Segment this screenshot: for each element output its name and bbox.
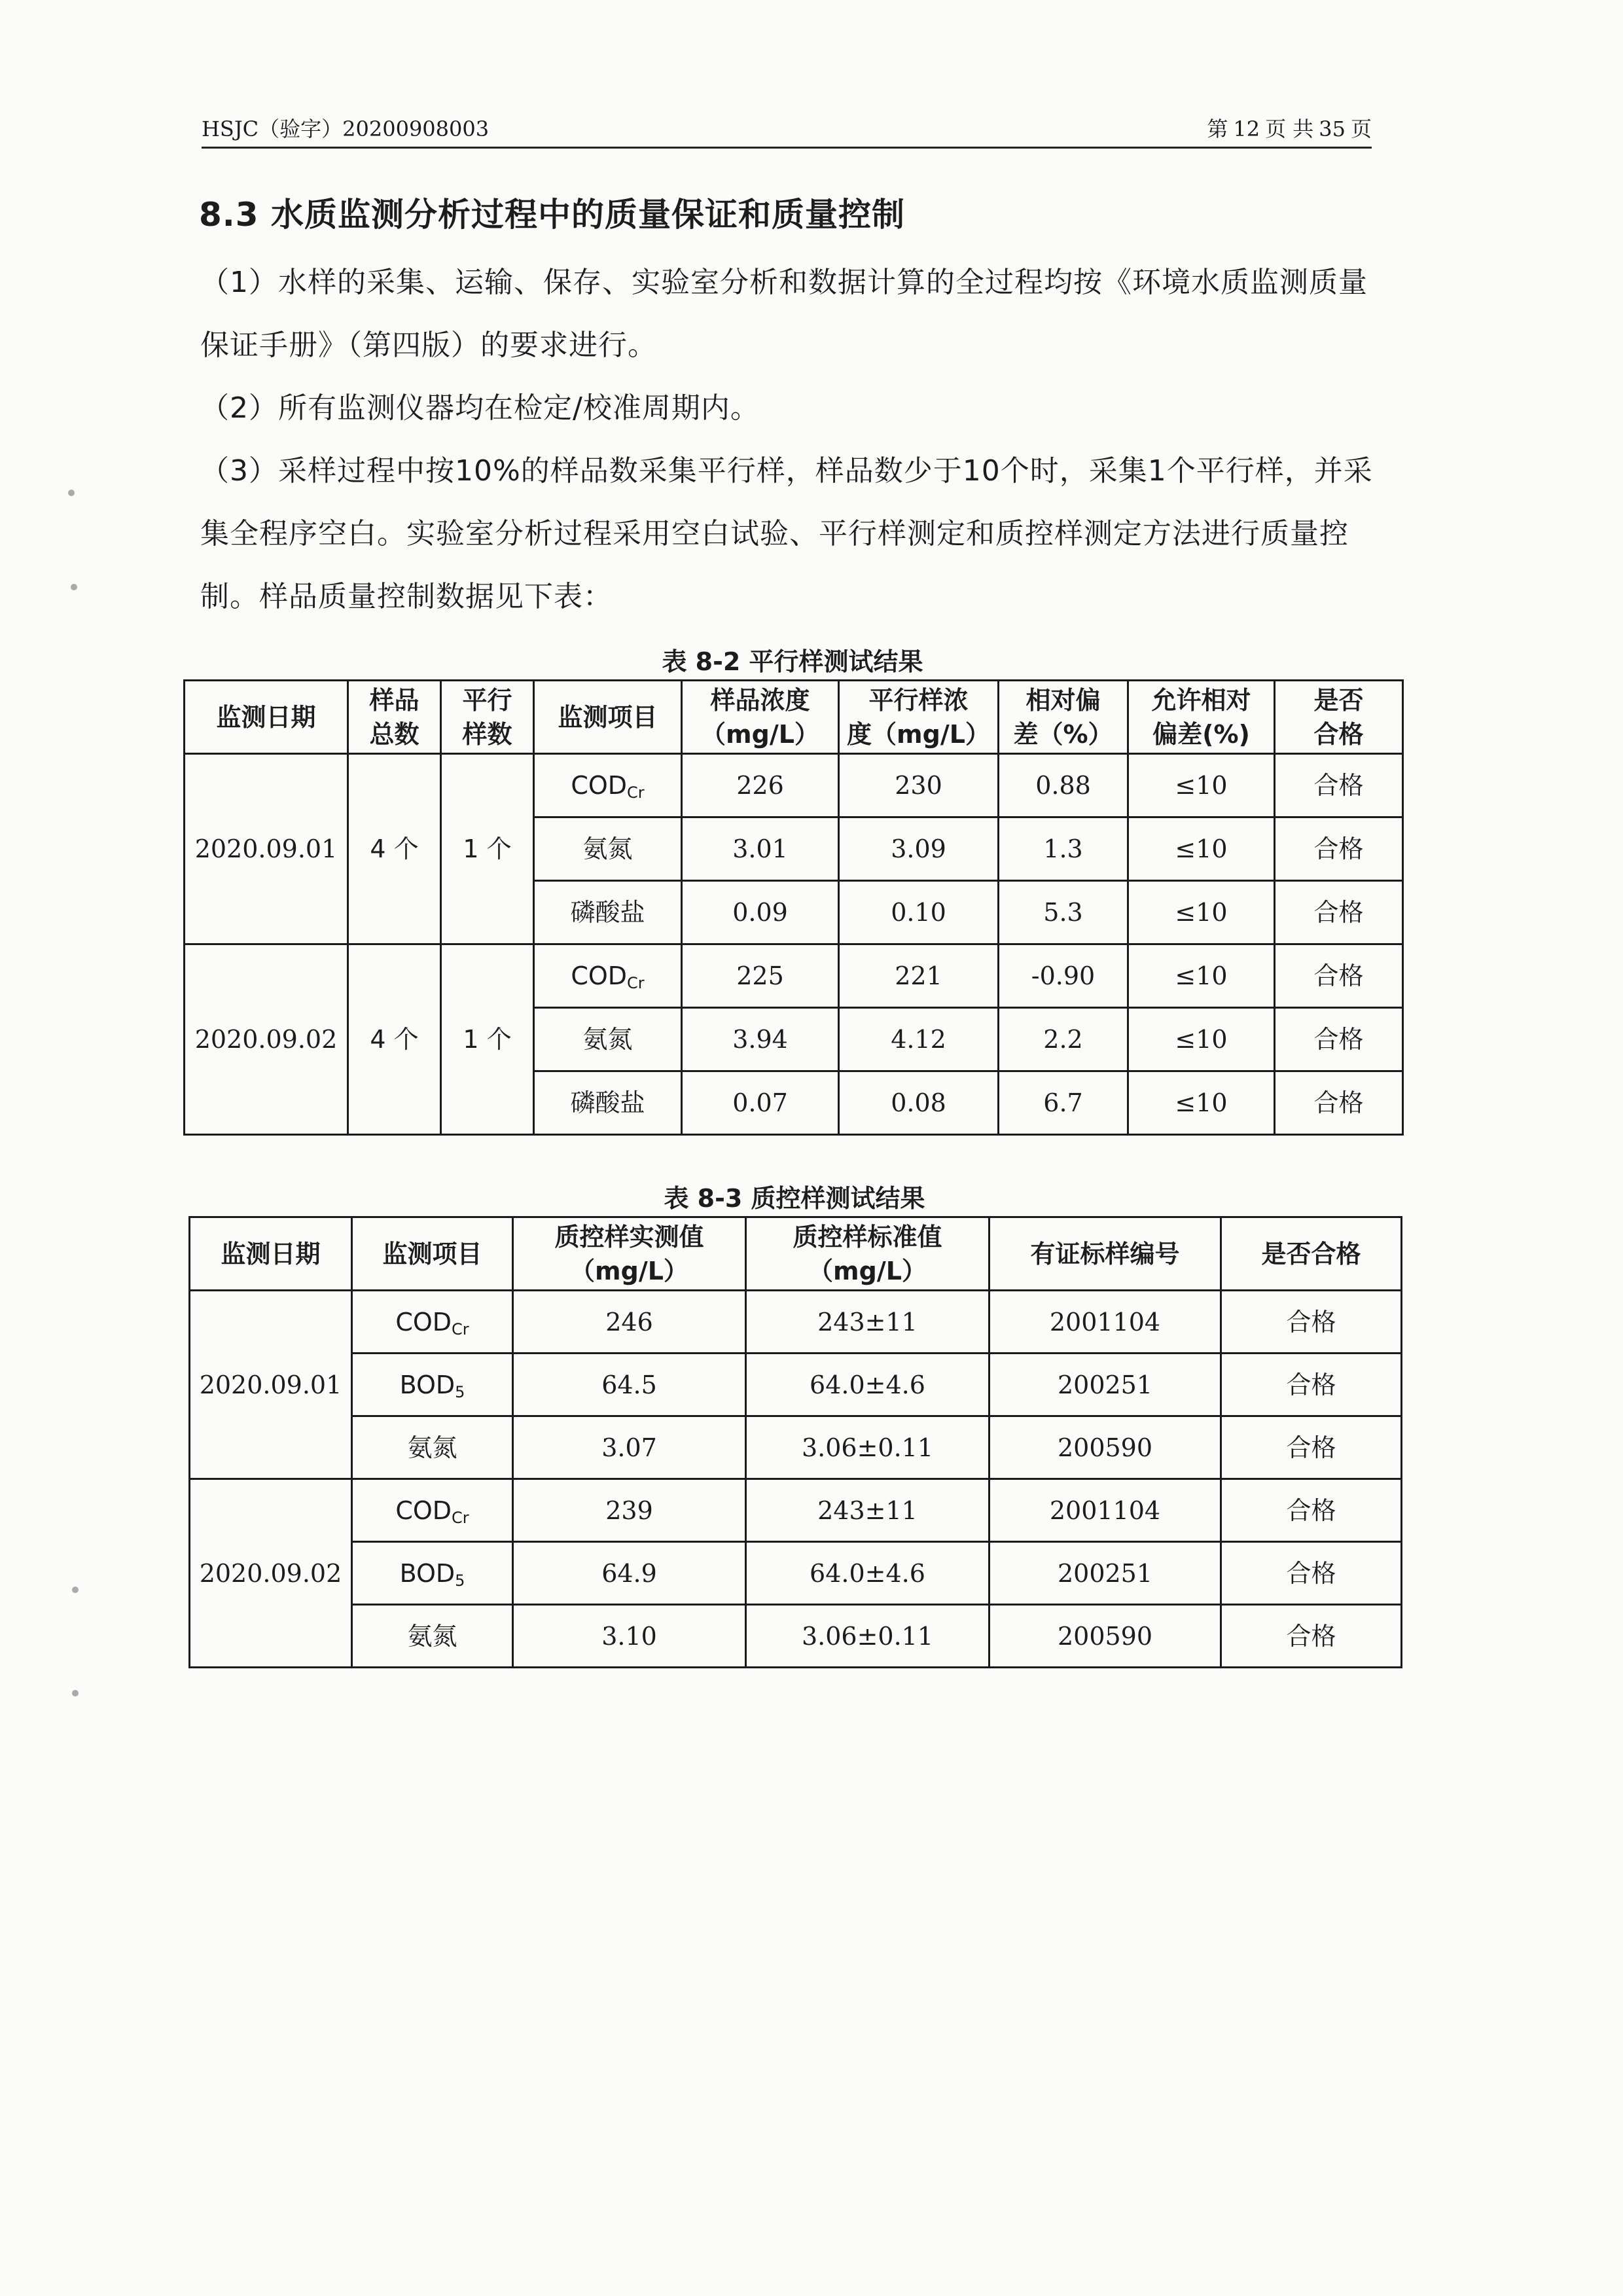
cell-cert-number: 200251 [990, 1354, 1221, 1416]
cell-measured: 3.07 [513, 1416, 746, 1479]
cell-parallel-conc: 4.12 [839, 1008, 999, 1071]
page-header [202, 113, 1372, 149]
cell-measured: 239 [513, 1479, 746, 1542]
cell-allowed-dev: ≤10 [1128, 881, 1275, 944]
section-title: 8.3 水质监测分析过程中的质量保证和质量控制 [199, 196, 905, 234]
cell-allowed-dev: ≤10 [1128, 944, 1275, 1008]
table1-caption: 表 8-2 平行样测试结果 [662, 647, 923, 676]
cell-item: 氨氮 [352, 1605, 513, 1668]
col-parallel-count: 平行 样数 [441, 681, 534, 754]
cell-parallel-conc: 3.09 [839, 817, 999, 881]
cell-pass: 合格 [1275, 1008, 1403, 1071]
cell-allowed-dev: ≤10 [1128, 1008, 1275, 1071]
cell-allowed-dev: ≤10 [1128, 1071, 1275, 1135]
cell-pass: 合格 [1221, 1354, 1402, 1416]
cell-standard: 3.06±0.11 [746, 1605, 990, 1668]
cell-standard: 64.0±4.6 [746, 1354, 990, 1416]
qc-sample-table [188, 1216, 1402, 1668]
cell-item: 氨氮 [534, 1008, 682, 1071]
parallel-sample-table [183, 679, 1404, 1136]
cell-measured: 64.9 [513, 1542, 746, 1605]
cell-rel-dev: -0.90 [999, 944, 1128, 1008]
cell-measured: 3.10 [513, 1605, 746, 1668]
cell-cert-number: 2001104 [990, 1291, 1221, 1354]
cell-date: 2020.09.02 [190, 1479, 352, 1668]
cell-rel-dev: 6.7 [999, 1071, 1128, 1135]
cell-cert-number: 2001104 [990, 1479, 1221, 1542]
cell-parallel-conc: 221 [839, 944, 999, 1008]
table-row [190, 1605, 1402, 1668]
col-total: 样品 总数 [348, 681, 441, 754]
cell-parallel-count: 1 个 [441, 944, 534, 1135]
cell-allowed-dev: ≤10 [1128, 817, 1275, 881]
cell-date: 2020.09.02 [185, 944, 348, 1135]
cell-item: $COD_{Cr}$ [534, 944, 682, 1008]
table-row [185, 754, 1403, 817]
cell-measured: 246 [513, 1291, 746, 1354]
table-header-row [185, 681, 1403, 754]
paragraph-2: （2）所有监测仪器均在检定/校准周期内。 [200, 391, 760, 425]
col-cert-number: 有证标样编号 [990, 1217, 1221, 1291]
cell-standard: 3.06±0.11 [746, 1416, 990, 1479]
cell-pass: 合格 [1275, 817, 1403, 881]
col-rel-dev: 相对偏 差（%） [999, 681, 1128, 754]
page-total: 35 [1319, 117, 1346, 141]
cell-sample-conc: 0.09 [682, 881, 839, 944]
col-sample-conc: 样品浓度 （mg/L） [682, 681, 839, 754]
cell-pass: 合格 [1221, 1542, 1402, 1605]
cell-cert-number: 200590 [990, 1416, 1221, 1479]
col-measured: 质控样实测值 （mg/L） [513, 1217, 746, 1291]
cell-cert-number: 200251 [990, 1542, 1221, 1605]
cell-item: 磷酸盐 [534, 881, 682, 944]
cell-parallel-conc: 230 [839, 754, 999, 817]
cell-rel-dev: 5.3 [999, 881, 1128, 944]
scan-speck [71, 584, 77, 590]
cell-pass: 合格 [1275, 754, 1403, 817]
cell-pass: 合格 [1275, 881, 1403, 944]
scan-speck [72, 1690, 79, 1696]
col-parallel-conc: 平行样浓 度（mg/L） [839, 681, 999, 754]
col-pass: 是否 合格 [1275, 681, 1403, 754]
cell-item: 氨氮 [534, 817, 682, 881]
cell-pass: 合格 [1221, 1605, 1402, 1668]
cell-standard: 243±11 [746, 1291, 990, 1354]
cell-rel-dev: 1.3 [999, 817, 1128, 881]
page-number: 12 [1233, 117, 1260, 141]
paragraph-3: （3）采样过程中按10%的样品数采集平行样，样品数少于10个时，采集1个平行样，并采集全程序空白。实验室分析过程采用空白试验、平行样测定和质控样测定方法进行质量控制。样品质量控制数据见下表： [200, 454, 1373, 613]
col-standard: 质控样标准值 （mg/L） [746, 1217, 990, 1291]
cell-sample-conc: 226 [682, 754, 839, 817]
cell-date: 2020.09.01 [190, 1291, 352, 1479]
table-row [190, 1479, 1402, 1542]
cell-item: $COD_{Cr}$ [352, 1479, 513, 1542]
cell-item: $COD_{Cr}$ [352, 1291, 513, 1354]
cell-total: 4 个 [348, 944, 441, 1135]
cell-sample-conc: 3.01 [682, 817, 839, 881]
table-header-row [190, 1217, 1402, 1291]
cell-pass: 合格 [1275, 1071, 1403, 1135]
cell-item: 氨氮 [352, 1416, 513, 1479]
cell-standard: 64.0±4.6 [746, 1542, 990, 1605]
table-row [185, 944, 1403, 1008]
cell-item: $BOD_5$ [352, 1354, 513, 1416]
cell-item: $COD_{Cr}$ [534, 754, 682, 817]
cell-item: $BOD_5$ [352, 1542, 513, 1605]
cell-item: 磷酸盐 [534, 1071, 682, 1135]
col-allowed-dev: 允许相对 偏差(%) [1128, 681, 1275, 754]
cell-rel-dev: 0.88 [999, 754, 1128, 817]
table-row [190, 1542, 1402, 1605]
cell-parallel-conc: 0.10 [839, 881, 999, 944]
cell-sample-conc: 3.94 [682, 1008, 839, 1071]
table2-caption: 表 8-3 质控样测试结果 [664, 1184, 925, 1213]
scan-speck [68, 490, 75, 496]
cell-pass: 合格 [1275, 944, 1403, 1008]
cell-parallel-conc: 0.08 [839, 1071, 999, 1135]
cell-measured: 64.5 [513, 1354, 746, 1416]
cell-rel-dev: 2.2 [999, 1008, 1128, 1071]
col-item: 监测项目 [534, 681, 682, 754]
table-row [190, 1291, 1402, 1354]
cell-pass: 合格 [1221, 1291, 1402, 1354]
table-row [190, 1354, 1402, 1416]
cell-sample-conc: 225 [682, 944, 839, 1008]
cell-allowed-dev: ≤10 [1128, 754, 1275, 817]
cell-sample-conc: 0.07 [682, 1071, 839, 1135]
cell-pass: 合格 [1221, 1416, 1402, 1479]
col-date: 监测日期 [190, 1217, 352, 1291]
cell-parallel-count: 1 个 [441, 754, 534, 944]
col-item: 监测项目 [352, 1217, 513, 1291]
scan-speck [72, 1587, 79, 1593]
document-number: HSJC（验字）20200908003 [202, 117, 490, 141]
table-row [190, 1416, 1402, 1479]
cell-date: 2020.09.01 [185, 754, 348, 944]
col-pass: 是否合格 [1221, 1217, 1402, 1291]
paragraph-1: （1）水样的采集、运输、保存、实验室分析和数据计算的全过程均按《环境水质监测质量保证手册》（第四版）的要求进行。 [200, 266, 1368, 362]
cell-pass: 合格 [1221, 1479, 1402, 1542]
col-date: 监测日期 [185, 681, 348, 754]
cell-cert-number: 200590 [990, 1605, 1221, 1668]
cell-total: 4 个 [348, 754, 441, 944]
cell-standard: 243±11 [746, 1479, 990, 1542]
page-indicator: 第 12 页 共 35 页 [1207, 117, 1372, 141]
